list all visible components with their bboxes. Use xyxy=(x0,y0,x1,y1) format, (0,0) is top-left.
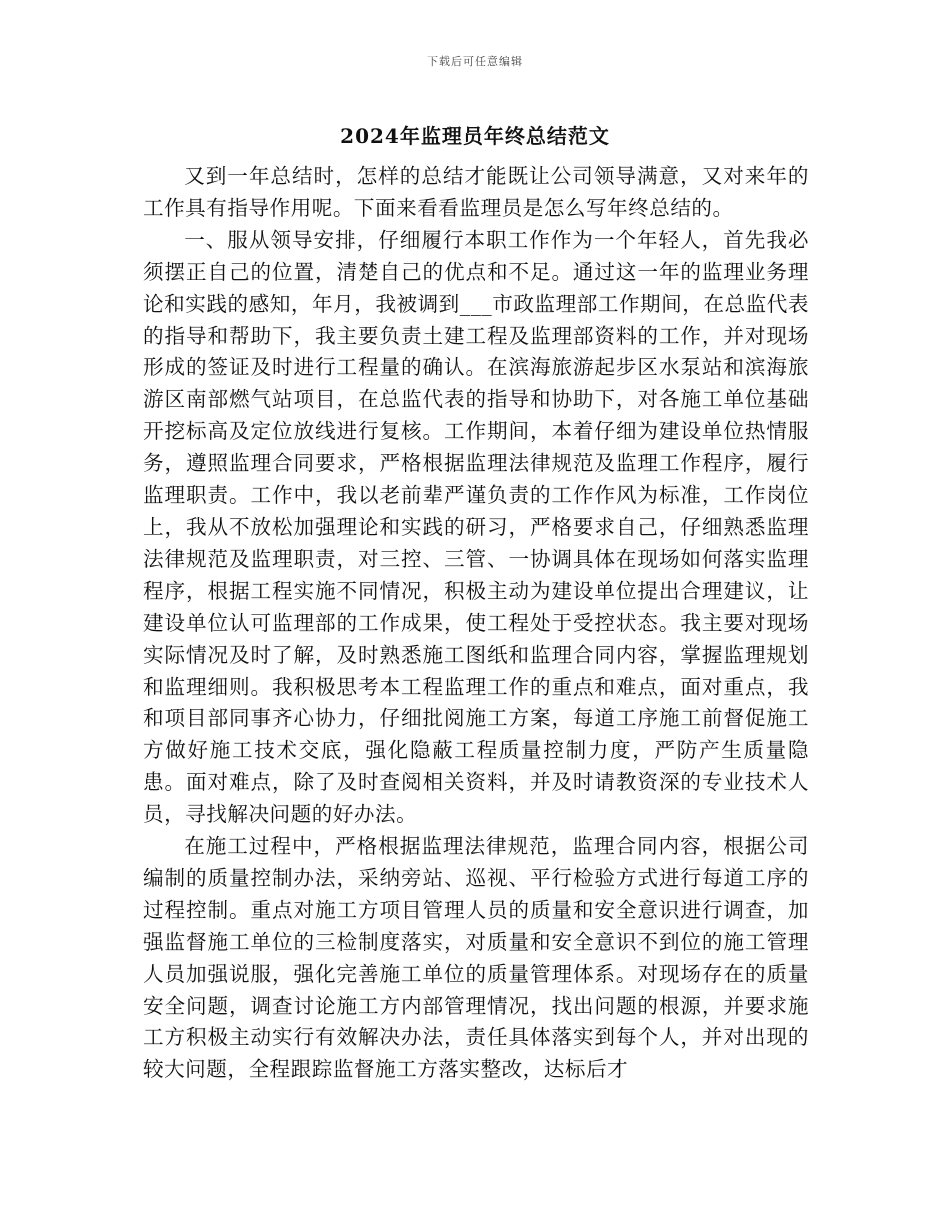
paragraph-construction-process: 在施工过程中，严格根据监理法律规范，监理合同内容，根据公司编制的质量控制办法，采纳旁站、巡视、平行检验方式进行每道工序的过程控制。重点对施工方项目管理人员的质量和安全意识进行调查，加强监督施工单位的三检制度落实，对质量和安全意识不到位的施工管理人员加强说服，强化完善施工单位的质量管理体系。对现场存在的质量安全问题，调查讨论施工方内部管理情况，找出问题的根源，并要求施工方积极主动实行有效解决办法，责任具体落实到每个人，并对出现的较大问题，全程跟踪监督施工方落实整改，达标后才 xyxy=(143,834,809,1082)
paragraph-section-one: 一、服从领导安排，仔细履行本职工作作为一个年轻人，首先我必须摆正自己的位置，清楚自己的优点和不足。通过这一年的监理业务理论和实践的感知，年月，我被调到___市政监理部工作期间，在总监代表的指导和帮助下，我主要负责土建工程及监理部资料的工作，并对现场形成的签证及时进行工程量的确认。在滨海旅游起步区水泵站和滨海旅游区南部燃气站项目，在总监代表的指导和协助下，对各施工单位基础开挖标高及定位放线进行复核。工作期间，本着仔细为建设单位热情服务，遵照监理合同要求，严格根据监理法律规范及监理工作程序，履行监理职责。工作中，我以老前辈严谨负责的工作作风为标准，工作岗位上，我从不放松加强理论和实践的研习，严格要求自己，仔细熟悉监理法律规范及监理职责，对三控、三管、一协调具体在现场如何落实监理程序，根据工程实施不同情况，积极主动为建设单位提出合理建议，让建设单位认可监理部的工作成果，使工程处于受控状态。我主要对现场实际情况及时了解，及时熟悉施工图纸和监理合同内容，掌握监理规划和监理细则。我积极思考本工程监理工作的重点和难点，面对重点，我和项目部同事齐心协力，仔细批阅施工方案，每道工序施工前督促施工方做好施工技术交底，强化隐蔽工程质量控制力度，严防产生质量隐患。面对难点，除了及时查阅相关资料，并及时请教资深的专业技术人员，寻找解决问题的好办法。 xyxy=(143,227,809,827)
header-note: 下载后可任意编辑 xyxy=(427,55,523,68)
paragraph-intro: 又到一年总结时，怎样的总结才能既让公司领导满意，又对来年的工作具有指导作用呢。下面来看看监理员是怎么写年终总结的。 xyxy=(143,164,809,220)
document-title: 2024年监理员年终总结范文 xyxy=(340,124,610,148)
document-body xyxy=(143,161,809,1086)
